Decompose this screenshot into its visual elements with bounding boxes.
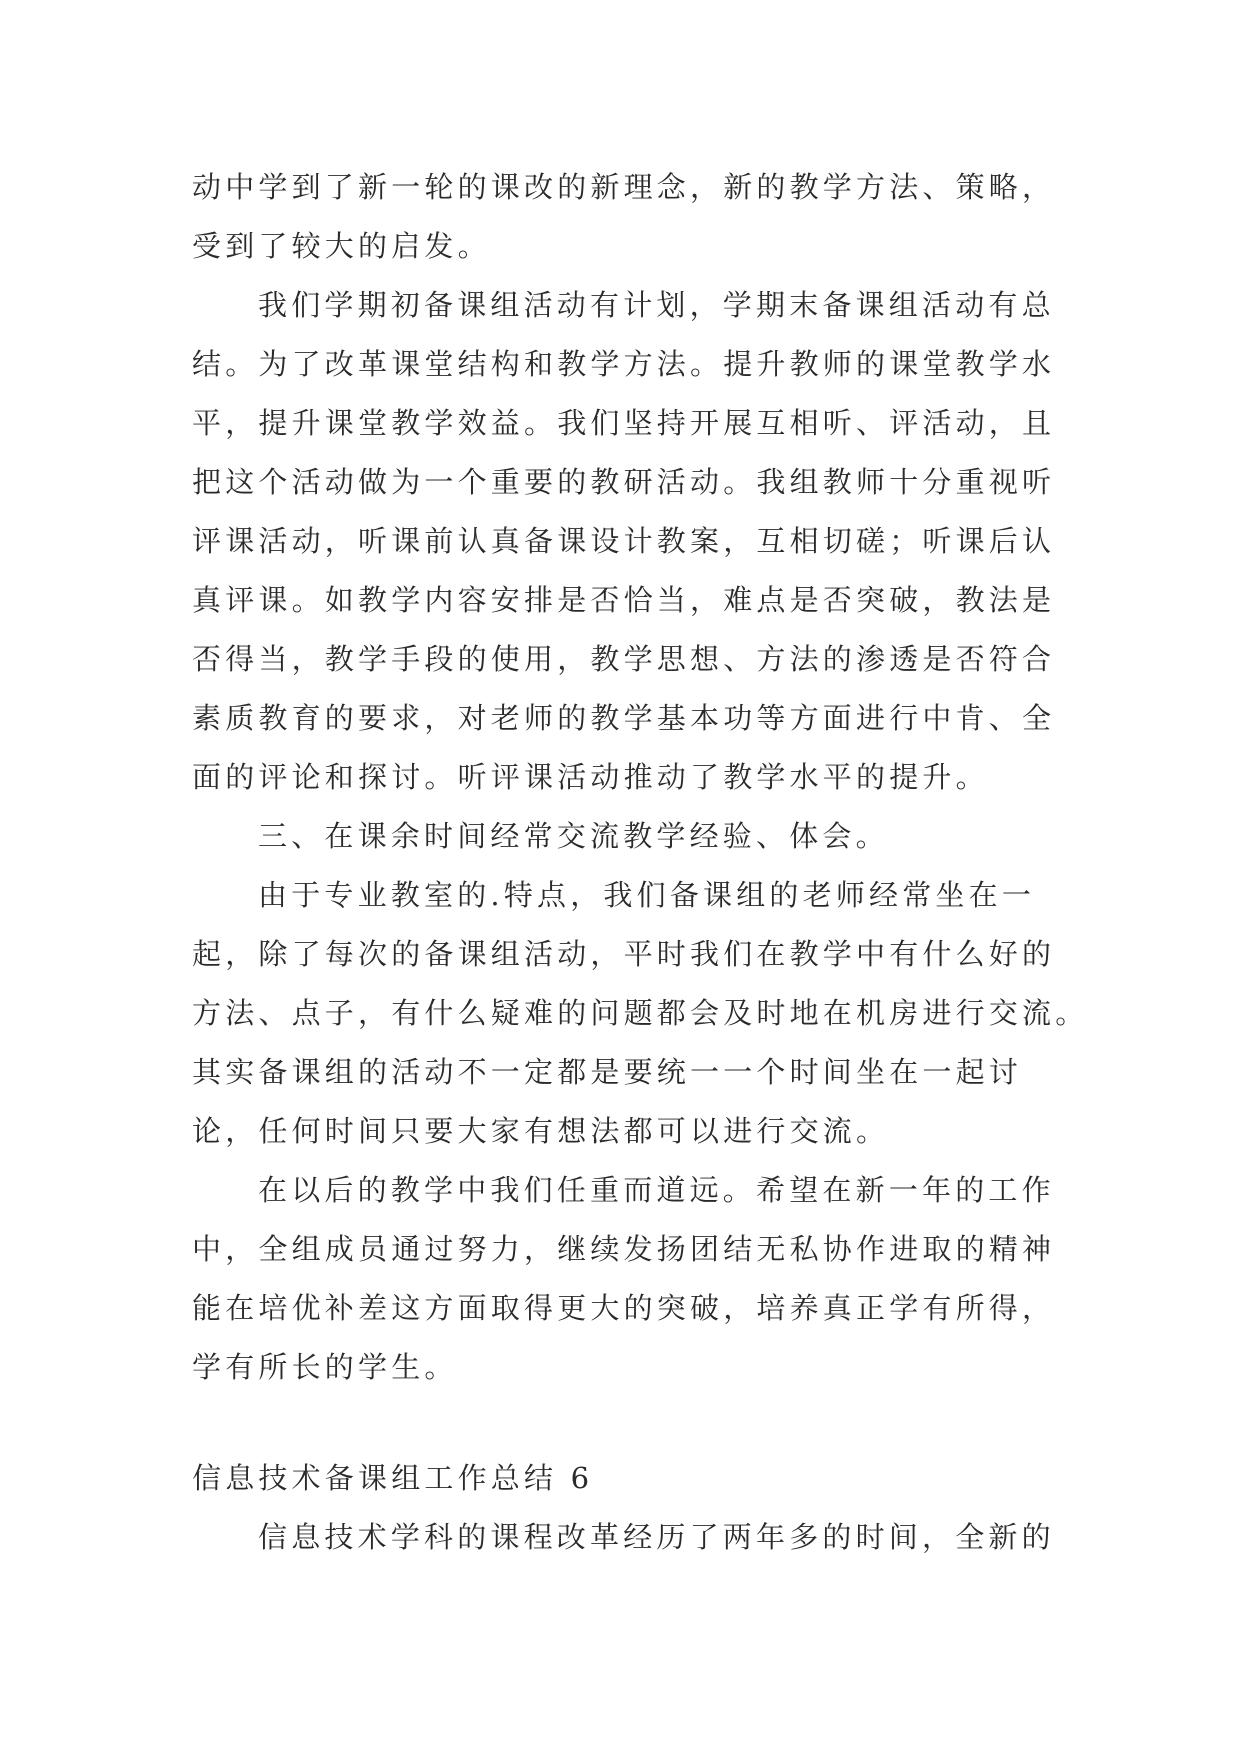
text-line: 方法、点子，有什么疑难的问题都会及时地在机房进行交流。 xyxy=(192,996,1089,1030)
document-body xyxy=(192,158,1089,1567)
text-line: 把这个活动做为一个重要的教研活动。我组教师十分重视听 xyxy=(192,465,1056,499)
text-line: 能在培优补差这方面取得更大的突破，培养真正学有所得， xyxy=(192,1291,1056,1325)
paragraph-start: 信息技术学科的课程改革经历了两年多的时间，全新的 xyxy=(258,1520,1055,1554)
text-line: 素质教育的要求，对老师的教学基本功等方面进行中肯、全 xyxy=(192,701,1056,735)
text-line: 面的评论和探讨。听评课活动推动了教学水平的提升。 xyxy=(192,760,989,794)
text-line: 评课活动，听课前认真备课设计教案，互相切磋；听课后认 xyxy=(192,524,1056,558)
text-line: 动中学到了新一轮的课改的新理念，新的教学方法、策略， xyxy=(192,170,1056,204)
text-line: 真评课。如教学内容安排是否恰当，难点是否突破，教法是 xyxy=(192,583,1056,617)
text-line: 起，除了每次的备课组活动，平时我们在教学中有什么好的 xyxy=(192,937,1056,971)
text-line: 学有所长的学生。 xyxy=(192,1350,458,1384)
text-line: 结。为了改革课堂结构和教学方法。提升教师的课堂教学水 xyxy=(192,347,1056,381)
section-heading: 三、在课余时间经常交流教学经验、体会。 xyxy=(258,819,889,853)
text-line: 论，任何时间只要大家有想法都可以进行交流。 xyxy=(192,1114,890,1148)
paragraph-start: 在以后的教学中我们任重而道远。希望在新一年的工作 xyxy=(258,1173,1055,1207)
text-line: 否得当，教学手段的使用，教学思想、方法的渗透是否符合 xyxy=(192,642,1056,676)
paragraph-start: 我们学期初备课组活动有计划，学期末备课组活动有总 xyxy=(258,288,1055,322)
text-line: 受到了较大的启发。 xyxy=(192,229,491,263)
text-line: 平，提升课堂教学效益。我们坚持开展互相听、评活动，且 xyxy=(192,406,1056,440)
text-line: 其实备课组的活动不一定都是要统一一个时间坐在一起讨 xyxy=(192,1055,1023,1089)
paragraph-start: 由于专业教室的.特点，我们备课组的老师经常坐在一 xyxy=(258,878,1036,912)
text-line: 中，全组成员通过努力，继续发扬团结无私协作进取的精神 xyxy=(192,1232,1056,1266)
document-title: 信息技术备课组工作总结 6 xyxy=(192,1461,594,1495)
